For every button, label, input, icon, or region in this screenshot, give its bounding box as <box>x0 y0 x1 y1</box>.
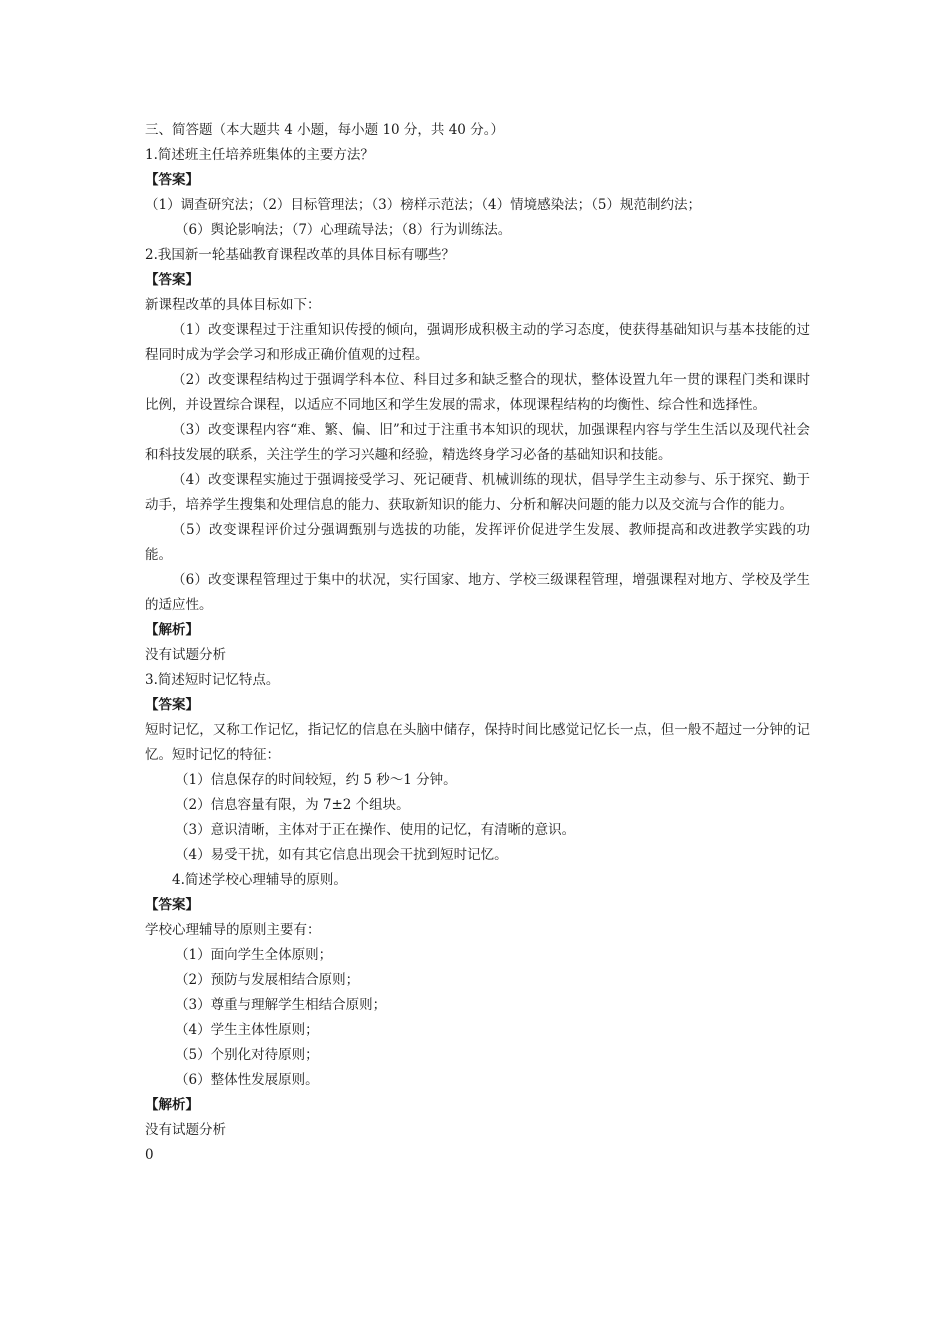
q4-answer-item-2: （2）预防与发展相结合原则； <box>175 972 360 988</box>
q1-answer-line-2: （6）舆论影响法；（7）心理疏导法；（8）行为训练法。 <box>175 222 512 238</box>
q3-answer-item-4: （4）易受干扰，如有其它信息出现会干扰到短时记忆。 <box>175 847 508 863</box>
question-2: 2.我国新一轮基础教育课程改革的具体目标有哪些？ <box>145 247 455 263</box>
question-4: 4.简述学校心理辅导的原则。 <box>172 872 347 888</box>
q2-answer-item-3: （3）改变课程内容“难、繁、偏、旧”和过于注重书本知识的现状，加强课程内容与学生生活以及现代社会和科技发展的联系，关注学生的学习兴趣和经验，精选终身学习必备的基础知识和技能。 <box>145 422 810 463</box>
section-title: 三、简答题（本大题共 4 小题，每小题 10 分，共 40 分。） <box>145 122 504 138</box>
q4-answer-intro: 学校心理辅导的原则主要有： <box>145 922 321 938</box>
q2-answer-item-5: （5）改变课程评价过分强调甄别与选拔的功能，发挥评价促进学生发展、教师提高和改进教学实践的功能。 <box>145 522 810 563</box>
q2-analysis-text: 没有试题分析 <box>145 647 226 663</box>
document-content <box>145 118 810 1168</box>
answer-tag: 【答案】 <box>145 697 199 713</box>
q2-answer-item-4: （4）改变课程实施过于强调接受学习、死记硬背、机械训练的现状，倡导学生主动参与、乐于探究、勤于动手，培养学生搜集和处理信息的能力、获取新知识的能力、分析和解决问题的能力以及交流与合作的能力。 <box>145 472 810 513</box>
q3-answer-item-3: （3）意识清晰，主体对于正在操作、使用的记忆，有清晰的意识。 <box>175 822 576 838</box>
q2-answer-item-6: （6）改变课程管理过于集中的状况，实行国家、地方、学校三级课程管理，增强课程对地方、学校及学生的适应性。 <box>145 572 810 613</box>
q4-analysis-text: 没有试题分析 <box>145 1122 226 1138</box>
q4-answer-item-5: （5）个别化对待原则； <box>175 1047 319 1063</box>
q3-answer-intro: 短时记忆，又称工作记忆，指记忆的信息在头脑中储存，保持时间比感觉记忆长一点，但一般不超过一分钟的记忆。短时记忆的特征： <box>145 722 810 763</box>
q1-answer-line-1: （1）调查研究法；（2）目标管理法；（3）榜样示范法；（4）情境感染法；（5）规范制约法； <box>145 197 701 213</box>
q4-answer-item-1: （1）面向学生全体原则； <box>175 947 333 963</box>
question-1: 1.简述班主任培养班集体的主要方法？ <box>145 147 374 163</box>
q4-answer-item-6: （6）整体性发展原则。 <box>175 1072 319 1088</box>
q4-answer-item-3: （3）尊重与理解学生相结合原则； <box>175 997 387 1013</box>
q2-answer-item-1: （1）改变课程过于注重知识传授的倾向，强调形成积极主动的学习态度，使获得基础知识与基本技能的过程同时成为学会学习和形成正确价值观的过程。 <box>145 322 810 363</box>
question-3: 3.简述短时记忆特点。 <box>145 672 280 688</box>
q3-answer-item-2: （2）信息容量有限，为 7±2 个组块。 <box>175 797 410 813</box>
answer-tag: 【答案】 <box>145 272 199 288</box>
analysis-tag: 【解析】 <box>145 622 199 638</box>
answer-tag: 【答案】 <box>145 172 199 188</box>
answer-tag: 【答案】 <box>145 897 199 913</box>
analysis-tag: 【解析】 <box>145 1097 199 1113</box>
q2-answer-intro: 新课程改革的具体目标如下： <box>145 297 321 313</box>
q3-answer-item-1: （1）信息保存的时间较短，约 5 秒～1 分钟。 <box>175 772 457 788</box>
q4-answer-item-4: （4）学生主体性原则； <box>175 1022 319 1038</box>
q2-answer-item-2: （2）改变课程结构过于强调学科本位、科目过多和缺乏整合的现状，整体设置九年一贯的课程门类和课时比例，并设置综合课程，以适应不同地区和学生发展的需求，体现课程结构的均衡性、综合性和选择性。 <box>145 372 810 413</box>
page-number: 0 <box>145 1147 154 1163</box>
